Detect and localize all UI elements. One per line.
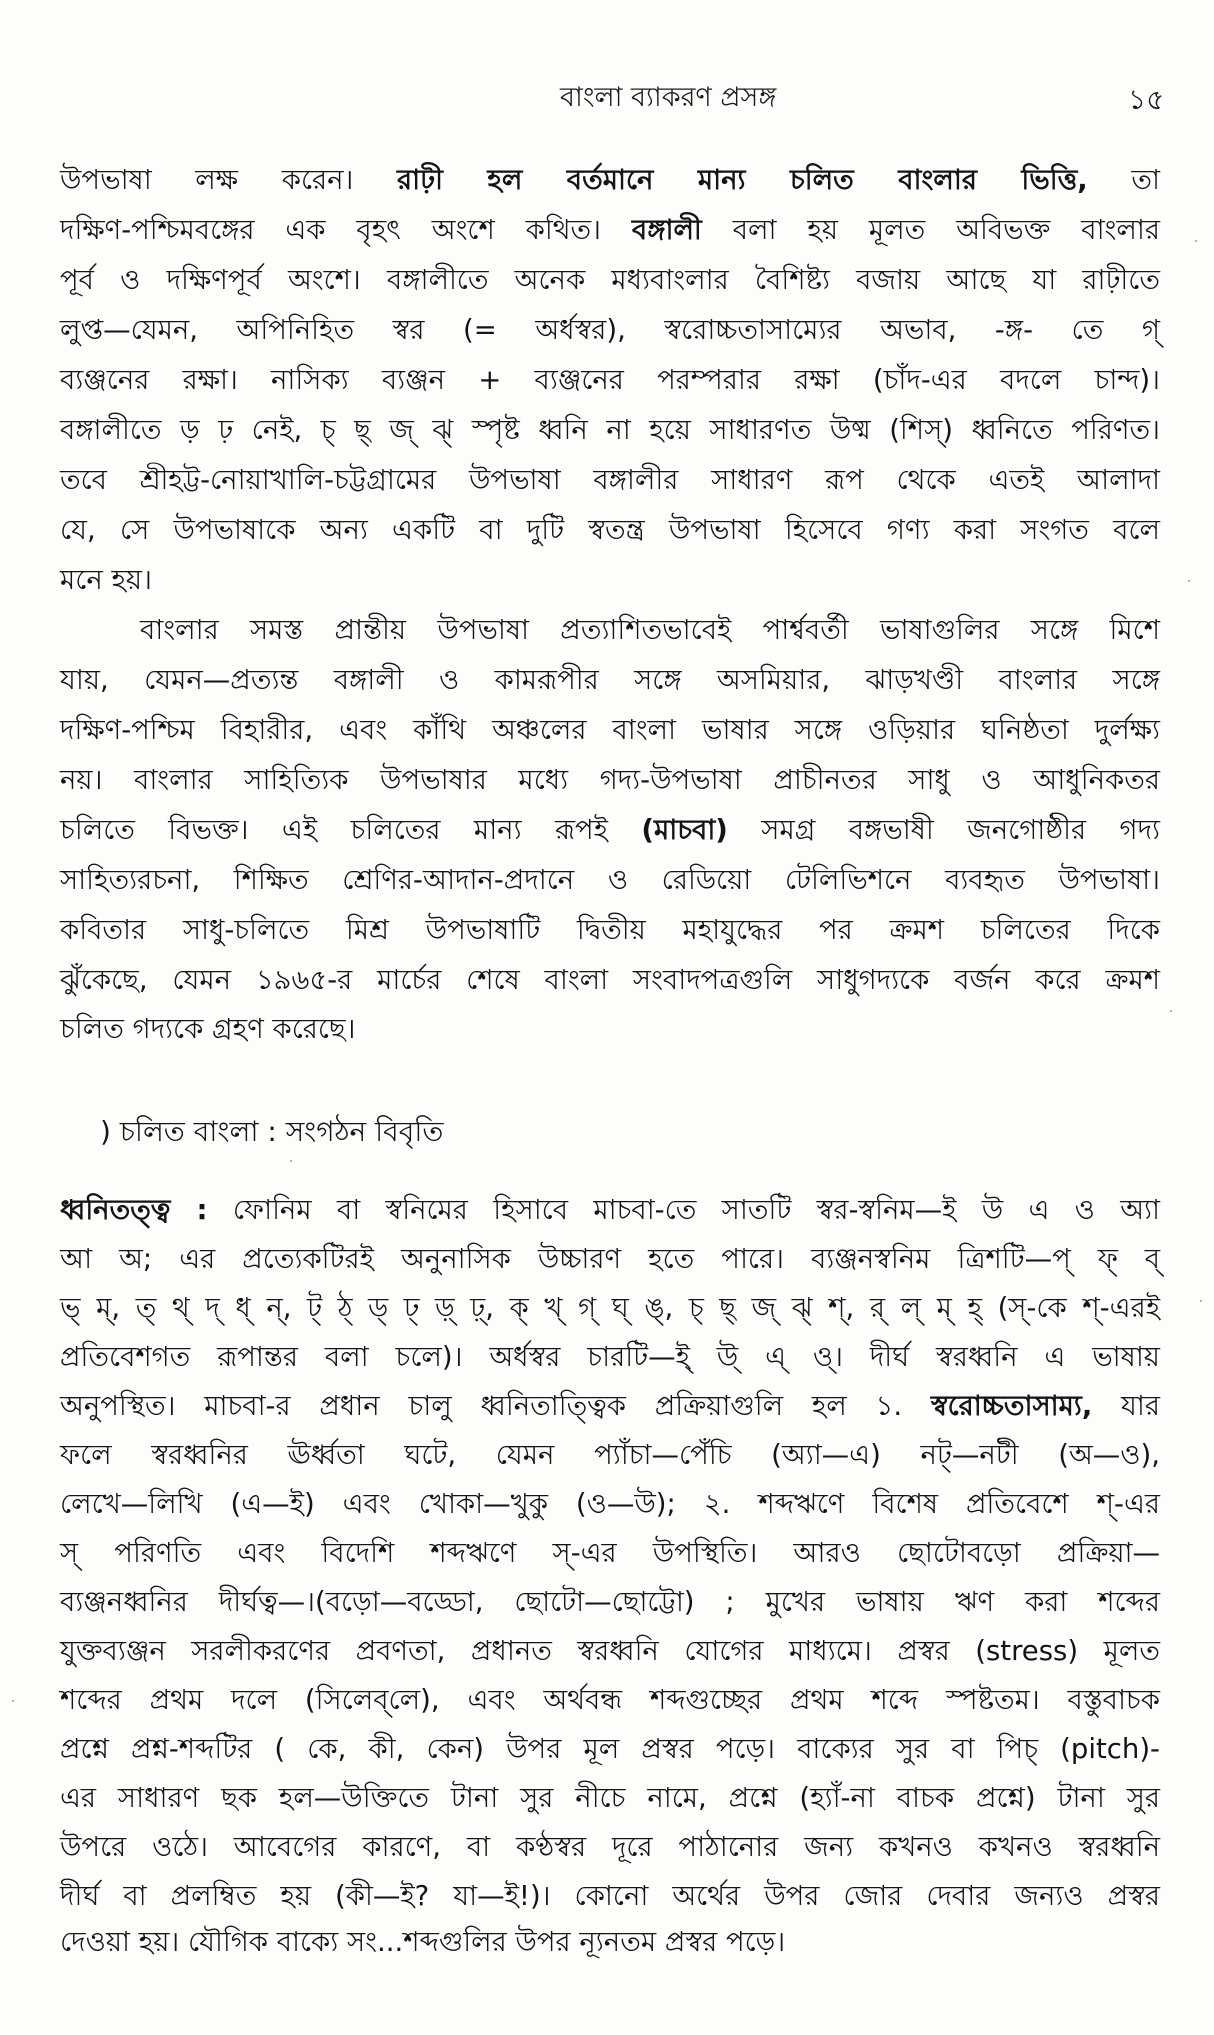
text-line [60,858,1160,902]
line-text: ব্যঞ্জনধ্বনির দীর্ঘত্ব—।(বড়ো—বড্ডো, ছোটো—ছোট্টো) ; মুখের ভাষায় ঋণ করা শব্দের [60,1586,1160,1618]
text-line [60,658,1160,702]
text-line [60,308,1160,352]
bold-term: স্বরোচ্চতাসাম্য, [930,1390,1093,1422]
text-line [60,1580,1160,1624]
text-line [60,1286,1160,1330]
text-line [60,708,1160,752]
line-text: তবে শ্রীহট্ট-নোয়াখালি-চট্টগ্রামের উপভাষা বঙ্গালীর সাধারণ রূপ থেকে এতই আলাদা [60,464,1160,496]
bold-term: (মাচবা) [641,814,728,846]
line-text: নয়। বাংলার সাহিত্যিক উপভাষার মধ্যে গদ্য-উপভাষা প্রাচীনতর সাধু ও আধুনিকতর [60,764,1160,796]
text-line [60,208,1160,252]
text-line [60,1188,1160,1232]
text-line [60,1007,1160,1051]
line-text: অনুপস্থিত। মাচবা-র প্রধান চালু ধ্বনিতাত্ত্বিক প্রক্রিয়াগুলি হল ১. [60,1390,931,1422]
line-text: মনে হয়। [60,564,152,596]
line-text: দক্ষিণ-পশ্চিম বিহারীর, এবং কাঁথি অঞ্চলের বাংলা ভাষার সঙ্গে ওড়িয়ার ঘনিষ্ঠতা দুর্লক্ষ্য [60,714,1160,746]
line-text: সাহিত্যরচনা, শিক্ষিত শ্রেণির-আদান-প্রদানে ও রেডিয়ো টেলিভিশনে ব্যবহৃত উপভাষা। [60,864,1160,896]
text-line [60,358,1160,402]
section-heading: ) চলিত বাংলা : সংগঠন বিবৃতি [100,1115,444,1148]
line-text: দেওয়া হয়। যৌগিক বাক্যে সং...শব্দগুলির উপর ন্যূনতম প্রস্বর পড়ে। [60,1926,786,1958]
line-text: উপভাষা লক্ষ করেন। [60,164,397,196]
text-line [60,258,1160,302]
text-line [60,758,1160,802]
line-text: শব্দের প্রথম দলে (সিলেব্‌লে), এবং অর্থবন্ধ শব্দগুচ্ছের প্রথম শব্দে স্পষ্টতম। বস্তুবাচক [60,1684,1160,1716]
text-line [60,458,1160,502]
bold-phrase: রাঢ়ী হল বর্তমানে মান্য চলিত বাংলার ভিত্তি, [396,164,1088,196]
line-text: লেখে—লিখি (এ—ই) এবং খোকা—খুকু (ও—উ); ২. শব্দঋণে বিশেষ প্রতিবেশে শ্-এর [60,1488,1160,1520]
text-line [60,1678,1160,1722]
text-line [60,1237,1160,1281]
text-line [60,1825,1160,1869]
text-line [60,1335,1160,1379]
text-line [60,1433,1160,1477]
text-line [60,1482,1160,1526]
text-line [140,608,1160,652]
line-text: যুক্তব্যঞ্জন সরলীকরণের প্রবণতা, প্রধানত স্বরধ্বনি যোগের মাধ্যমে। প্রস্বর (stress) মূলত [60,1635,1160,1667]
line-text: প্রতিবেশগত রূপান্তর বলা চলে)। অর্ধস্বর চারটি—ই্ উ্ এ্ ও্। দীর্ঘ স্বরধ্বনি এ ভাষায় [60,1341,1160,1373]
line-text: ব্যঞ্জনের রক্ষা। নাসিক্য ব্যঞ্জন + ব্যঞ্জনের পরম্পরার রক্ষা (চাঁদ-এর বদলে চান্দ)। [60,364,1160,396]
line-text: সমগ্র বঙ্গভাষী জনগোষ্ঠীর গদ্য [727,814,1160,846]
line-text: উপরে ওঠে। আবেগের কারণে, বা কণ্ঠস্বর দূরে পাঠানোর জন্য কখনও কখনও স্বরধ্বনি [60,1831,1160,1863]
text-line [60,408,1160,452]
scan-speck [1170,1010,1172,1012]
scan-speck [290,1160,292,1162]
text-line [60,1727,1160,1771]
line-text: ভ্ ম্, ত্ থ্ দ্ ধ্ ন্, ট্ ঠ্ ড্ ঢ্ ড়্ ঢ়্, ক্ খ্ গ্ ঘ্ ঙ্, চ্ ছ্ জ্ ঝ্ শ্, র্ ল্ ম্ হ্ (স্-কে শ্-এরই [60,1292,1160,1324]
line-text: যে, সে উপভাষাকে অন্য একটি বা দুটি স্বতন্ত্র উপভাষা হিসেবে গণ্য করা সংগত বলে [60,514,1160,546]
line-text: প্রশ্নে প্রশ্ন-শব্দটির ( কে, কী, কেন) উপর মূল প্রস্বর পড়ে। বাক্যের সুর বা পিচ্ (pitch)- [60,1733,1160,1765]
text-line [60,558,1160,602]
line-text: আ অ; এর প্রত্যেকটিরই অনুনাসিক উচ্চারণ হতে পারে। ব্যঞ্জনস্বনিম ত্রিশটি—প্ ফ্ ব্ [60,1243,1160,1275]
line-text: কবিতার সাধু-চলিতে মিশ্র উপভাষাটি দ্বিতীয় মহাযুদ্ধের পর ক্রমশ চলিতের দিকে [60,914,1160,946]
line-text: চলিত গদ্যকে গ্রহণ করেছে। [60,1013,356,1045]
text-line [60,1920,1160,1964]
scan-speck [1195,240,1197,242]
bold-term: বঙ্গালী [631,214,702,246]
text-line [60,158,1160,202]
text-line [60,958,1160,1002]
line-text: দীর্ঘ বা প্রলম্বিত হয় (কী—ই? যা—ই!)। কোনো অর্থের উপর জোর দেবার জন্যও প্রস্বর [60,1880,1160,1912]
scan-speck [1200,1300,1202,1302]
text-line [60,1776,1160,1820]
text-line [60,908,1160,952]
text-line [60,808,1160,852]
line-text: বঙ্গালীতে ড় ঢ় নেই, চ্ ছ্ জ্ ঝ্ স্পৃষ্ট ধ্বনি না হয়ে সাধারণত উষ্ম (শিস্) ধ্বনিতে পরিণত। [60,414,1160,446]
line-text: দক্ষিণ-পশ্চিমবঙ্গের এক বৃহৎ অংশে কথিত। [60,214,632,246]
line-text: চলিতে বিভক্ত। এই চলিতের মান্য রূপই [60,814,642,846]
page-number: ১৫ [1128,83,1165,116]
line-text: ঝুঁকেছে, যেমন ১৯৬৫-র মার্চের শেষে বাংলা সংবাদপত্রগুলি সাধুগদ্যকে বর্জন করে ক্রমশ [60,964,1160,996]
line-text: ফলে স্বরধ্বনির ঊর্ধ্বতা ঘটে, যেমন প্যাঁচা—পেঁচি (অ্যা—এ) নট্—নটী (অ—ও), [60,1439,1160,1471]
line-text: তা [1087,164,1160,196]
line-text: যায়, যেমন—প্রত্যন্ত বঙ্গালী ও কামরূপীর সঙ্গে অসমিয়ার, ঝাড়খণ্ডী বাংলার সঙ্গে [60,664,1160,696]
line-text: এর সাধারণ ছক হল—উক্তিতে টানা সুর নীচে নামে, প্রশ্নে (হ্যাঁ-না বাচক প্রশ্নে) টানা সুর [60,1782,1160,1814]
line-text: বাংলার সমস্ত প্রান্তীয় উপভাষা প্রত্যাশিতভাবেই পার্শ্ববর্তী ভাষাগুলির সঙ্গে মিশে [140,614,1160,646]
line-text: বলা হয় মূলত অবিভক্ত বাংলার [701,214,1160,246]
running-title: বাংলা ব্যাকরণ প্রসঙ্গ [560,82,777,113]
scan-speck [12,1700,14,1702]
line-text: যার [1092,1390,1160,1422]
line-text: স্ পরিণতি এবং বিদেশি শব্দঋণে স্-এর উপস্থিতি। আরও ছোটোবড়ো প্রক্রিয়া— [60,1537,1160,1569]
line-text: পূর্ব ও দক্ষিণপূর্ব অংশে। বঙ্গালীতে অনেক মধ্যবাংলার বৈশিষ্ট্য বজায় আছে যা রাঢ়ীতে [60,264,1160,296]
text-line [60,1874,1160,1918]
text-line [60,508,1160,552]
line-text: লুপ্ত—যেমন, অপিনিহিত স্বর (= অর্ধস্বর), স্বরোচ্চতাসাম্যের অভাব, -ঙ্গ- তে গ্ [60,314,1160,346]
bold-term: ধ্বনিতত্ত্ব : [60,1194,208,1226]
text-line [60,1531,1160,1575]
text-line [60,1629,1160,1673]
text-line [60,1384,1160,1428]
scan-speck [1188,580,1190,582]
line-text: ফোনিম বা স্বনিমের হিসাবে মাচবা-তে সাতটি স্বর-স্বনিম—ই উ এ ও অ্যা [207,1194,1160,1226]
